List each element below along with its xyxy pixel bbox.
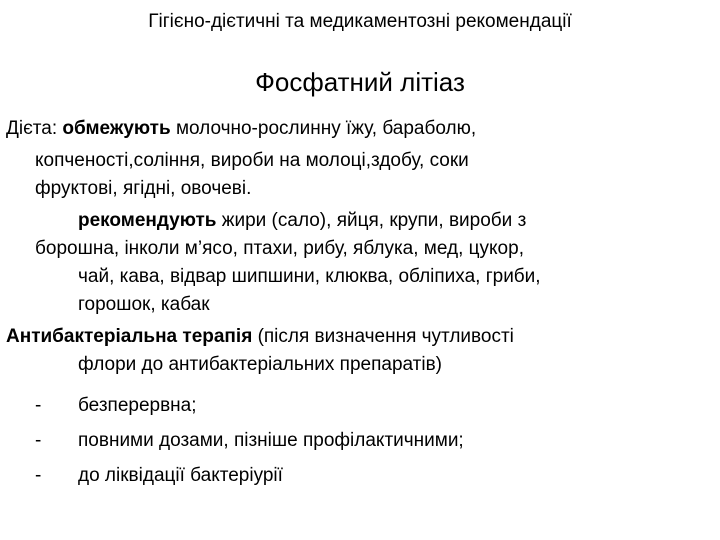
therapy-text-1: (після визначення чутливості [257, 326, 514, 347]
diet-restrict-text-2: копченості,соління, вироби на молоці,здобу, соки [35, 150, 469, 171]
diet-restrict-text-3: фруктові, ягідні, овочеві. [35, 178, 252, 199]
diet-label: Дієта: [6, 118, 58, 139]
therapy-item-1: безперервна; [78, 395, 197, 416]
diet-recommend-keyword: рекомендують [78, 210, 217, 231]
bullet-marker: - [35, 465, 42, 486]
diet-recommend-text-3: чай, кава, відвар шипшини, клюква, обліпиха, гриби, [78, 266, 541, 287]
diet-recommend-text-2: борошна, інколи м’ясо, птахи, рибу, яблука, мед, цукор, [35, 238, 524, 259]
slide-header: Гігієно-дієтичні та медикаментозні рекомендації [148, 11, 572, 32]
bullet-marker: - [35, 395, 42, 416]
diet-recommend-text-4: горошок, кабак [78, 294, 210, 315]
therapy-item-3: до ліквідації бактеріурії [78, 465, 283, 486]
therapy-item-2: повними дозами, пізніше профілактичними; [78, 430, 464, 451]
therapy-text-2: флори до антибактеріальних препаратів) [78, 354, 443, 375]
therapy-label: Антибактеріальна терапія [6, 326, 253, 347]
diet-recommend-text-1: жири (сало), яйця, крупи, вироби з [221, 210, 527, 231]
bullet-marker: - [35, 430, 42, 451]
diet-restrict-text-1: молочно-рослинну їжу, бараболю, [175, 118, 477, 139]
diet-recommend-line-1 [78, 209, 526, 233]
diet-line-1 [6, 117, 476, 141]
slide-title: Фосфатний літіаз [255, 67, 465, 97]
therapy-line-1 [6, 325, 514, 349]
diet-restrict-keyword: обмежують [62, 118, 171, 139]
